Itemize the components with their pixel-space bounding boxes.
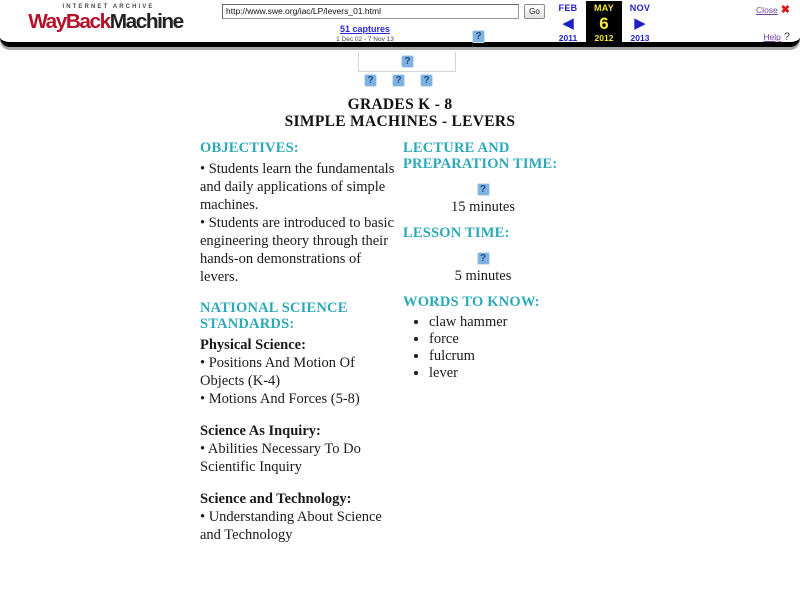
nav-button-row xyxy=(360,74,460,88)
captures-date-range: 1 Dec 02 - 7 Nov 13 xyxy=(336,36,394,43)
url-row xyxy=(222,4,552,21)
sparkline-graph-placeholder[interactable] xyxy=(472,27,488,43)
lesson-time-heading: LESSON TIME: xyxy=(403,225,510,241)
broken-image-icon xyxy=(477,183,490,196)
lesson-plan-document xyxy=(0,88,800,600)
clock-image-placeholder xyxy=(403,180,563,196)
internet-archive-label: INTERNET ARCHIVE xyxy=(62,4,155,10)
wayback-machine-wordmark xyxy=(15,12,197,33)
wayback-logo[interactable] xyxy=(18,3,193,37)
prev-arrow-icon[interactable]: ◀ xyxy=(562,15,574,32)
current-day-label: 6 xyxy=(599,14,609,33)
lecture-time-block xyxy=(403,180,563,216)
clock-image-placeholder xyxy=(403,249,563,265)
broken-image-icon xyxy=(477,252,490,265)
list-item: • force xyxy=(429,331,603,348)
standards-item: • Understanding About Science and Technology xyxy=(200,509,382,543)
prev-capture-column[interactable] xyxy=(550,1,586,45)
prev-month-label: FEB xyxy=(558,3,578,13)
wordmark-part-machine: Machine xyxy=(109,11,183,33)
wordmark-part-wayback: WayBack xyxy=(28,11,110,33)
next-arrow-icon[interactable]: ▶ xyxy=(634,15,646,32)
list-item: • fulcrum xyxy=(429,348,603,365)
left-content-column xyxy=(200,140,395,544)
lecture-preparation-time-heading: LECTURE AND PREPARATION TIME: xyxy=(403,140,558,172)
current-year-label: 2012 xyxy=(594,33,614,43)
go-button[interactable]: Go xyxy=(524,4,545,19)
broken-image-icon[interactable] xyxy=(392,74,405,87)
list-item: • lever xyxy=(429,365,603,382)
page-title-line2: SIMPLE MACHINES - LEVERS xyxy=(284,113,516,130)
broken-image-icon[interactable] xyxy=(364,74,377,87)
standards-group-title: Science As Inquiry: xyxy=(200,423,321,439)
current-month-label: MAY xyxy=(593,3,615,13)
objectives-heading: OBJECTIVES: xyxy=(200,140,299,156)
captures-count-link[interactable]: 51 captures xyxy=(339,24,391,34)
url-input[interactable]: http://www.swe.org/iac/LP/levers_01.html xyxy=(222,4,519,19)
right-content-column xyxy=(403,140,603,382)
lesson-time-block xyxy=(403,249,563,285)
close-toolbar-button[interactable] xyxy=(756,3,790,16)
prev-year-label: 2011 xyxy=(558,33,578,43)
next-month-label: NOV xyxy=(629,3,651,13)
page-title xyxy=(0,96,800,130)
standards-item: • Abilities Necessary To Do Scientific Inquiry xyxy=(200,441,361,475)
date-navigator xyxy=(550,1,660,45)
standards-item: • Positions And Motion Of Objects (K-4) xyxy=(200,355,355,389)
lecture-time-value: 15 minutes xyxy=(450,199,516,215)
close-icon: ✖ xyxy=(780,4,790,16)
words-to-know-list xyxy=(403,314,603,382)
objective-item: • Students are introduced to basic engineering theory through their hands-on demonstrations of levers. xyxy=(200,215,394,285)
broken-image-icon xyxy=(401,55,414,68)
close-label: Close xyxy=(756,5,778,15)
lesson-time-value: 5 minutes xyxy=(454,268,512,284)
nav-banner-box[interactable] xyxy=(358,52,456,72)
list-item: • claw hammer xyxy=(429,314,603,331)
wayback-toolbar xyxy=(0,0,800,47)
help-label: Help xyxy=(763,32,781,42)
current-capture-column[interactable] xyxy=(586,1,622,45)
spacer xyxy=(200,408,395,422)
spacer xyxy=(403,285,603,294)
spacer xyxy=(403,216,603,225)
next-capture-column[interactable] xyxy=(622,1,658,45)
help-button[interactable] xyxy=(763,31,790,43)
question-mark-icon: ? xyxy=(783,31,790,43)
spacer xyxy=(200,286,395,300)
captures-info xyxy=(250,24,480,44)
national-science-standards-heading: NATIONAL SCIENCE STANDARDS: xyxy=(200,300,348,332)
words-to-know-heading: WORDS TO KNOW: xyxy=(403,294,540,310)
page-navigation-images xyxy=(0,52,800,86)
objective-item: • Students learn the fundamentals and daily applications of simple machines. xyxy=(200,161,395,213)
broken-image-icon[interactable] xyxy=(420,74,433,87)
standards-group-title: Science and Technology: xyxy=(200,491,352,507)
spacer xyxy=(200,476,395,490)
next-year-label: 2013 xyxy=(630,33,650,43)
standards-item: • Motions And Forces (5-8) xyxy=(200,391,360,407)
standards-group-title: Physical Science: xyxy=(200,337,306,353)
broken-image-icon xyxy=(472,30,485,43)
page-title-line1: GRADES K - 8 xyxy=(347,96,453,113)
